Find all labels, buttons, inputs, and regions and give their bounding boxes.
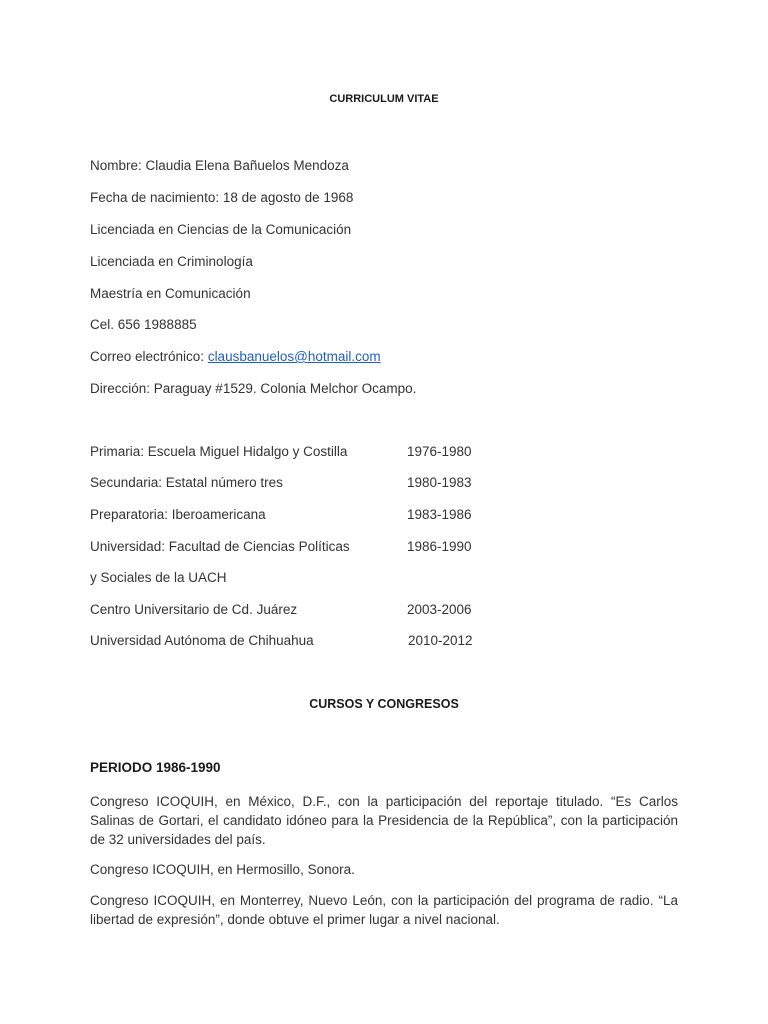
education-row	[90, 474, 472, 492]
period-title: PERIODO 1986-1990	[90, 760, 221, 775]
education-label: Universidad Autónoma de Chihuahua	[90, 633, 314, 648]
masters-line: Maestría en Comunicación	[90, 286, 251, 301]
education-row	[90, 443, 472, 461]
education-label: Centro Universitario de Cd. Juárez	[90, 602, 298, 617]
name-line: Nombre: Claudia Elena Bañuelos Mendoza	[90, 158, 349, 173]
education-label: Preparatoria: Iberoamericana	[90, 507, 266, 522]
education-row	[90, 506, 472, 524]
education-row	[90, 538, 472, 556]
education-label: Universidad: Facultad de Ciencias Políticas	[90, 539, 350, 554]
education-years: 1976-1980	[407, 444, 472, 459]
birthdate-line: Fecha de nacimiento: 18 de agosto de 1968	[90, 190, 354, 205]
education-row	[90, 569, 227, 587]
education-years: 1980-1983	[407, 475, 472, 490]
education-label: y Sociales de la UACH	[90, 570, 227, 585]
phone-line: Cel. 656 1988885	[90, 317, 197, 332]
section-title: CURSOS Y CONGRESOS	[309, 697, 459, 711]
email-link[interactable]: clausbanuelos@hotmail.com	[207, 349, 381, 364]
email-label: Correo electrónico:	[90, 349, 208, 364]
education-years: 2003-2006	[407, 602, 472, 617]
education-row	[90, 632, 473, 650]
degree-line-2: Licenciada en Criminología	[90, 254, 253, 269]
congress-paragraph: Congreso ICOQUIH, en Hermosillo, Sonora.	[90, 862, 355, 877]
degree-line-1: Licenciada en Ciencias de la Comunicación	[90, 222, 352, 237]
email-line	[90, 348, 381, 366]
education-years: 1986-1990	[407, 539, 472, 554]
education-label: Primaria: Escuela Miguel Hidalgo y Costilla	[90, 444, 348, 459]
education-label: Secundaria: Estatal número tres	[90, 475, 283, 490]
education-years: 1983-1986	[407, 507, 472, 522]
congress-paragraph: Congreso ICOQUIH, en México, D.F., con la participación del reportaje titulado. “Es Carlos Salinas de Gortari, el candidato idóneo para la Presidencia de la República”, con la participación de 32 universidades del país.	[90, 794, 678, 847]
document-title: CURRICULUM VITAE	[329, 93, 439, 105]
education-row	[90, 601, 472, 619]
congress-paragraph: Congreso ICOQUIH, en Monterrey, Nuevo León, con la participación del programa de radio. “La libertad de expresión”, donde obtuve el primer lugar a nivel nacional.	[90, 893, 678, 927]
education-years: 2010-2012	[408, 633, 473, 648]
address-line: Dirección: Paraguay #1529. Colonia Melchor Ocampo.	[90, 381, 417, 396]
